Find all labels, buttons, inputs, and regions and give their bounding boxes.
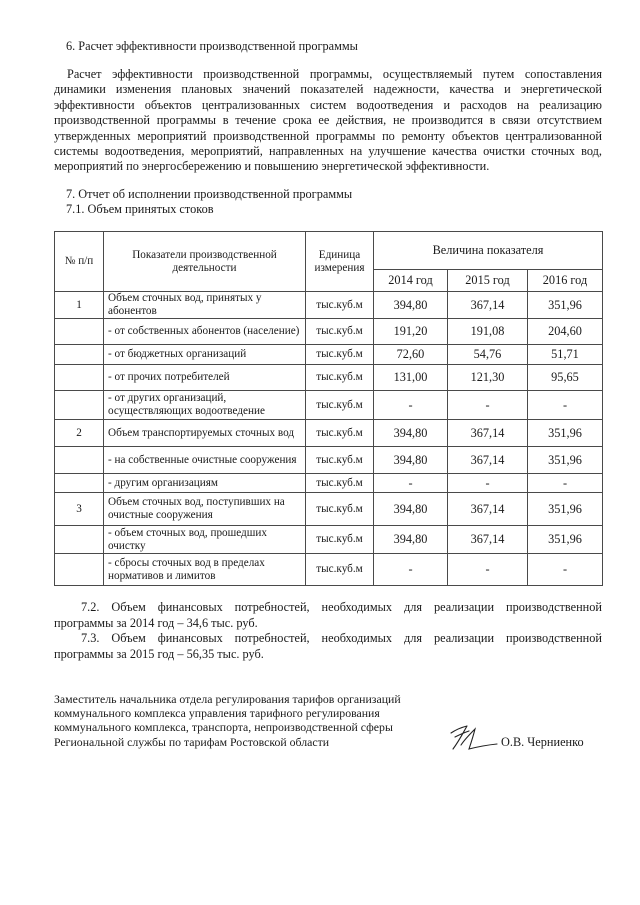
row-unit: тыс.куб.м (306, 447, 374, 474)
row-value-2014: 72,60 (374, 345, 448, 365)
header-year-2015: 2015 год (448, 270, 528, 292)
row-label: - на собственные очистные сооружения (104, 447, 306, 474)
row-unit: тыс.куб.м (306, 493, 374, 526)
position-line: Заместитель начальника отдела регулирования тарифов организаций (54, 692, 401, 706)
row-label: - от других организаций, осуществляющих водоотведение (104, 391, 306, 420)
signatory-name: О.В. Черниенко (501, 735, 584, 749)
row-label: Объем сточных вод, принятых у абонентов (104, 292, 306, 319)
row-value-2016: - (528, 391, 603, 420)
financial-item-7-3: 7.3. Объем финансовых потребностей, необходимых для реализации производственной программы за 2015 год – 56,35 тыс. руб. (54, 631, 602, 661)
row-unit: тыс.куб.м (306, 526, 374, 554)
row-label: - другим организациям (104, 474, 306, 493)
position-line: Региональной службы по тарифам Ростовской области (54, 734, 330, 749)
row-value-2015: 191,08 (448, 319, 528, 345)
financial-item-7-2: 7.2. Объем финансовых потребностей, необходимых для реализации производственной программы за 2014 год – 34,6 тыс. руб. (54, 600, 602, 630)
position-line: коммунального комплекса, транспорта, непроизводственной сферы (54, 720, 393, 735)
header-value-group: Величина показателя (374, 232, 603, 270)
header-year-2016: 2016 год (528, 270, 603, 292)
financial-section (54, 600, 602, 662)
row-label: Объем транспортируемых сточных вод (104, 420, 306, 447)
table-row (55, 554, 603, 586)
table-row (55, 365, 603, 391)
table-row (55, 474, 603, 493)
position-line: коммунального комплекса управления тарифного регулирования (54, 706, 380, 721)
row-value-2016: - (528, 554, 603, 586)
row-label: - объем сточных вод, прошедших очистку (104, 526, 306, 554)
row-value-2015: 367,14 (448, 292, 528, 319)
row-label: - от бюджетных организаций (104, 345, 306, 365)
signatory-position (54, 692, 401, 749)
row-label: - сбросы сточных вод в пределах нормативов и лимитов (104, 554, 306, 586)
row-value-2016: 351,96 (528, 526, 603, 554)
row-value-2015: 367,14 (448, 493, 528, 526)
row-num (55, 526, 104, 554)
row-value-2015: - (448, 474, 528, 493)
row-unit: тыс.куб.м (306, 365, 374, 391)
row-unit: тыс.куб.м (306, 292, 374, 319)
row-value-2014: 394,80 (374, 526, 448, 554)
table-row (55, 292, 603, 319)
row-value-2016: 204,60 (528, 319, 603, 345)
row-label: Объем сточных вод, поступивших на очистные сооружения (104, 493, 306, 526)
row-value-2015: 367,14 (448, 420, 528, 447)
row-num (55, 319, 104, 345)
row-value-2016: 351,96 (528, 447, 603, 474)
row-value-2015: - (448, 391, 528, 420)
handwritten-signature-icon (447, 723, 499, 753)
row-value-2015: 121,30 (448, 365, 528, 391)
table-row (55, 420, 603, 447)
row-label: - от собственных абонентов (население) (104, 319, 306, 345)
row-value-2015: 367,14 (448, 526, 528, 554)
row-value-2015: 54,76 (448, 345, 528, 365)
row-value-2014: - (374, 474, 448, 493)
row-value-2014: 394,80 (374, 420, 448, 447)
section-7-headings (66, 187, 352, 217)
row-value-2015: - (448, 554, 528, 586)
header-year-2014: 2014 год (374, 270, 448, 292)
header-indicator: Показатели производственной деятельности (104, 232, 306, 292)
row-unit: тыс.куб.м (306, 474, 374, 493)
table-row (55, 526, 603, 554)
table-row (55, 319, 603, 345)
row-num (55, 391, 104, 420)
row-value-2014: 191,20 (374, 319, 448, 345)
row-value-2014: 131,00 (374, 365, 448, 391)
row-unit: тыс.куб.м (306, 554, 374, 586)
row-num (55, 345, 104, 365)
row-num: 1 (55, 292, 104, 319)
row-value-2014: - (374, 554, 448, 586)
row-num: 2 (55, 420, 104, 447)
wastewater-volume-table (54, 231, 603, 586)
row-value-2014: 394,80 (374, 447, 448, 474)
row-unit: тыс.куб.м (306, 319, 374, 345)
section-7-heading: 7. Отчет об исполнении производственной программы (66, 187, 353, 201)
row-label: - от прочих потребителей (104, 365, 306, 391)
section-6-paragraph: Расчет эффективности производственной программы, осуществляемый путем сопоставления динамики изменения плановых значений показателей надежности, качества и энергетической эффективности объектов централизованных систем водоотведения и расходов на реализацию производственной программы в течение срока ее действия, не производится в связи отсутствием утвержденных мероприятий производственной программы по ремонту объектов централизованной системы водоотведения, мероприятий, направленных на улучшение качества очистки сточных вод, мероприятий по энергосбережению и повышению энергетической эффективности. (54, 67, 602, 174)
section-6-heading: 6. Расчет эффективности производственной программы (66, 39, 358, 53)
header-unit: Единица измерения (306, 232, 374, 292)
row-value-2016: 351,96 (528, 292, 603, 319)
row-value-2014: 394,80 (374, 292, 448, 319)
row-value-2014: 394,80 (374, 493, 448, 526)
row-unit: тыс.куб.м (306, 345, 374, 365)
row-value-2016: 351,96 (528, 493, 603, 526)
section-7-1-subheading: 7.1. Объем принятых стоков (66, 202, 214, 216)
row-value-2016: - (528, 474, 603, 493)
row-value-2016: 351,96 (528, 420, 603, 447)
table-row (55, 391, 603, 420)
row-num (55, 554, 104, 586)
row-value-2016: 95,65 (528, 365, 603, 391)
row-value-2014: - (374, 391, 448, 420)
table-row (55, 345, 603, 365)
header-num: № п/п (55, 232, 104, 292)
table-row (55, 493, 603, 526)
row-num: 3 (55, 493, 104, 526)
row-num (55, 365, 104, 391)
row-num (55, 447, 104, 474)
row-unit: тыс.куб.м (306, 391, 374, 420)
row-value-2016: 51,71 (528, 345, 603, 365)
row-num (55, 474, 104, 493)
row-unit: тыс.куб.м (306, 420, 374, 447)
table-row (55, 447, 603, 474)
row-value-2015: 367,14 (448, 447, 528, 474)
